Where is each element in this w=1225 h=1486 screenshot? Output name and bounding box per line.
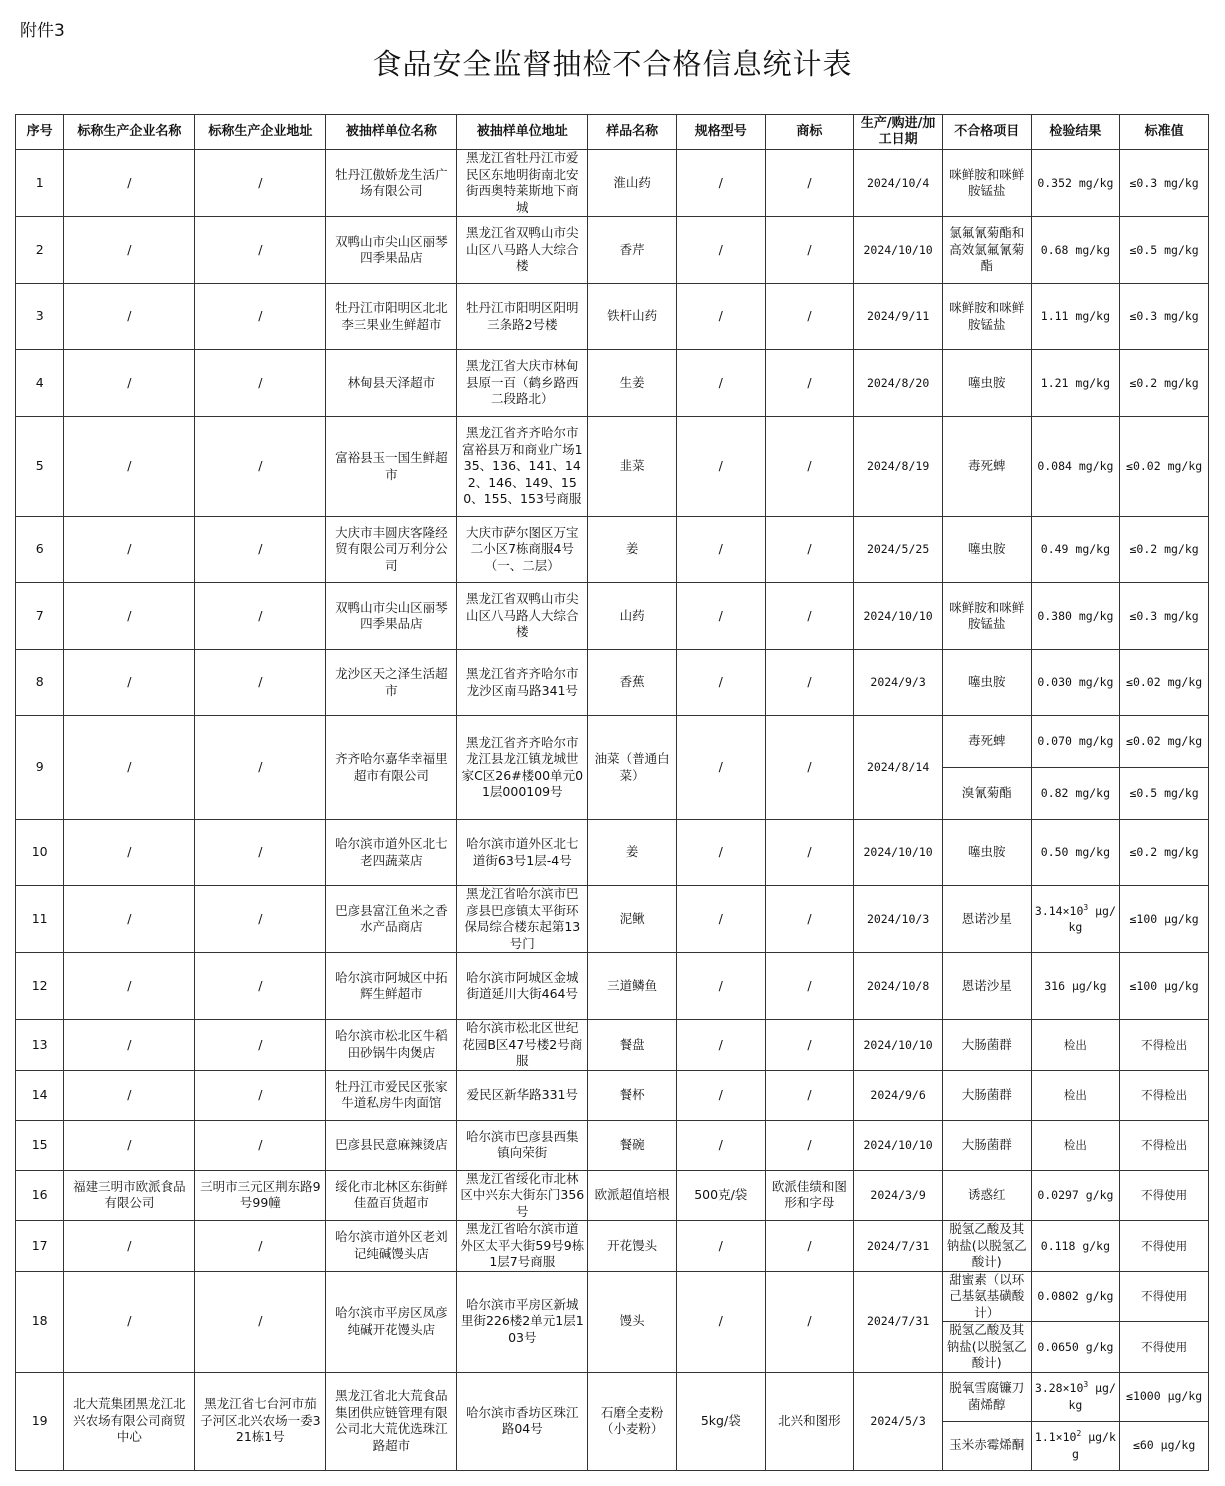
cell-manufacturer: / <box>64 1120 195 1170</box>
cell-brand: / <box>765 150 854 217</box>
cell-manufacturer-address: / <box>195 716 326 820</box>
cell-brand: / <box>765 217 854 284</box>
cell-sampled-unit: 牡丹江傲娇龙生活广场有限公司 <box>326 150 457 217</box>
cell-brand: / <box>765 350 854 417</box>
cell-sampled-unit-address: 黑龙江省齐齐哈尔市龙沙区南马路341号 <box>457 650 588 716</box>
header-date: 生产/购进/加工日期 <box>854 115 943 150</box>
cell-date: 2024/10/10 <box>854 1120 943 1170</box>
cell-manufacturer-address: / <box>195 650 326 716</box>
cell-sample-name: 三道鳞鱼 <box>588 953 677 1020</box>
cell-no: 15 <box>16 1120 64 1170</box>
cell-result: $3.28\times 10^3$ μg/kg <box>1031 1372 1120 1421</box>
cell-brand: 北兴和图形 <box>765 1372 854 1470</box>
cell-failed-item: 咪鲜胺和咪鲜胺锰盐 <box>942 284 1031 350</box>
cell-brand: / <box>765 1271 854 1372</box>
cell-result: 0.0297 g/kg <box>1031 1170 1120 1221</box>
cell-manufacturer: / <box>64 517 195 583</box>
cell-sample-name: 生姜 <box>588 350 677 417</box>
cell-brand: / <box>765 284 854 350</box>
table-row <box>16 350 1209 417</box>
cell-failed-item: 噻虫胺 <box>942 517 1031 583</box>
cell-failed-item: 咪鲜胺和咪鲜胺锰盐 <box>942 583 1031 650</box>
cell-sample-name: 泥鳅 <box>588 886 677 953</box>
cell-sampled-unit: 双鸭山市尖山区丽琴四季果品店 <box>326 217 457 284</box>
cell-standard: 不得使用 <box>1120 1271 1209 1322</box>
cell-no: 16 <box>16 1170 64 1221</box>
cell-manufacturer: / <box>64 350 195 417</box>
cell-manufacturer: / <box>64 217 195 284</box>
table-row <box>16 716 1209 768</box>
cell-failed-item: 脱氢乙酸及其钠盐(以脱氢乙酸计) <box>942 1221 1031 1272</box>
cell-standard: 不得使用 <box>1120 1322 1209 1373</box>
cell-failed-item: 噻虫胺 <box>942 350 1031 417</box>
cell-failed-item: 毒死蜱 <box>942 417 1031 517</box>
cell-sampled-unit-address: 哈尔滨市道外区北七道街63号1层-4号 <box>457 820 588 886</box>
cell-date: 2024/9/3 <box>854 650 943 716</box>
cell-spec: / <box>676 1221 765 1272</box>
cell-manufacturer: / <box>64 650 195 716</box>
cell-sampled-unit: 哈尔滨市平房区凤彦纯碱开花馒头店 <box>326 1271 457 1372</box>
cell-date: 2024/10/10 <box>854 820 943 886</box>
cell-sample-name: 铁杆山药 <box>588 284 677 350</box>
nonconformance-table <box>15 114 1209 1471</box>
cell-result: 检出 <box>1031 1070 1120 1120</box>
table-row <box>16 1170 1209 1221</box>
cell-spec: / <box>676 217 765 284</box>
cell-failed-item: 诱惑红 <box>942 1170 1031 1221</box>
header-spec: 规格型号 <box>676 115 765 150</box>
cell-manufacturer-address: / <box>195 1070 326 1120</box>
cell-spec: / <box>676 1020 765 1071</box>
cell-date: 2024/10/3 <box>854 886 943 953</box>
cell-result: 0.68 mg/kg <box>1031 217 1120 284</box>
cell-standard: ≤0.2 mg/kg <box>1120 517 1209 583</box>
cell-sample-name: 香蕉 <box>588 650 677 716</box>
cell-manufacturer-address: / <box>195 350 326 417</box>
cell-failed-item: 脱氧雪腐镰刀菌烯醇 <box>942 1372 1031 1421</box>
cell-result: $1.1\times 10^2$ μg/kg <box>1031 1421 1120 1470</box>
cell-manufacturer: / <box>64 1271 195 1372</box>
cell-no: 13 <box>16 1020 64 1071</box>
cell-spec: / <box>676 284 765 350</box>
header-standard: 标准值 <box>1120 115 1209 150</box>
cell-failed-item: 噻虫胺 <box>942 650 1031 716</box>
cell-spec: / <box>676 1070 765 1120</box>
cell-brand: / <box>765 1070 854 1120</box>
cell-date: 2024/10/8 <box>854 953 943 1020</box>
cell-manufacturer-address: / <box>195 953 326 1020</box>
cell-no: 5 <box>16 417 64 517</box>
cell-date: 2024/7/31 <box>854 1271 943 1372</box>
cell-spec: / <box>676 886 765 953</box>
cell-sampled-unit-address: 黑龙江省双鸭山市尖山区八马路人大综合楼 <box>457 217 588 284</box>
cell-sampled-unit-address: 黑龙江省大庆市林甸县原一百（鹤乡路西二段路北） <box>457 350 588 417</box>
cell-date: 2024/9/6 <box>854 1070 943 1120</box>
cell-sample-name: 山药 <box>588 583 677 650</box>
table-row <box>16 583 1209 650</box>
cell-sample-name: 石磨全麦粉（小麦粉） <box>588 1372 677 1470</box>
cell-manufacturer: 福建三明市欧派食品有限公司 <box>64 1170 195 1221</box>
cell-sampled-unit: 哈尔滨市道外区老刘记纯碱馒头店 <box>326 1221 457 1272</box>
cell-spec: / <box>676 350 765 417</box>
cell-manufacturer-address: / <box>195 1271 326 1372</box>
cell-brand: / <box>765 1120 854 1170</box>
cell-standard: ≤0.5 mg/kg <box>1120 768 1209 820</box>
header-manufacturer: 标称生产企业名称 <box>64 115 195 150</box>
cell-date: 2024/5/3 <box>854 1372 943 1470</box>
cell-date: 2024/10/4 <box>854 150 943 217</box>
cell-result: 0.352 mg/kg <box>1031 150 1120 217</box>
cell-manufacturer: / <box>64 953 195 1020</box>
header-result: 检验结果 <box>1031 115 1120 150</box>
table-row <box>16 150 1209 217</box>
cell-manufacturer-address: / <box>195 886 326 953</box>
cell-sampled-unit: 林甸县天泽超市 <box>326 350 457 417</box>
cell-no: 14 <box>16 1070 64 1120</box>
cell-no: 17 <box>16 1221 64 1272</box>
cell-standard: ≤1000 μg/kg <box>1120 1372 1209 1421</box>
cell-failed-item: 大肠菌群 <box>942 1120 1031 1170</box>
cell-manufacturer: / <box>64 716 195 820</box>
cell-manufacturer-address: / <box>195 150 326 217</box>
cell-sampled-unit-address: 牡丹江市阳明区阳明三条路2号楼 <box>457 284 588 350</box>
cell-manufacturer-address: / <box>195 820 326 886</box>
cell-manufacturer-address: / <box>195 517 326 583</box>
table-row <box>16 953 1209 1020</box>
cell-sampled-unit: 牡丹江市爱民区张家牛道私房牛肉面馆 <box>326 1070 457 1120</box>
cell-manufacturer-address: / <box>195 583 326 650</box>
cell-sampled-unit: 龙沙区天之泽生活超市 <box>326 650 457 716</box>
table-row <box>16 1372 1209 1421</box>
cell-manufacturer-address: / <box>195 217 326 284</box>
cell-result: 0.380 mg/kg <box>1031 583 1120 650</box>
attachment-label: 附件3 <box>20 21 65 41</box>
header-no: 序号 <box>16 115 64 150</box>
cell-spec: 500克/袋 <box>676 1170 765 1221</box>
table-row <box>16 1020 1209 1071</box>
cell-standard: ≤100 μg/kg <box>1120 886 1209 953</box>
cell-sampled-unit: 绥化市北林区东街鲜佳盈百货超市 <box>326 1170 457 1221</box>
cell-manufacturer-address: / <box>195 284 326 350</box>
cell-sample-name: 淮山药 <box>588 150 677 217</box>
cell-spec: / <box>676 517 765 583</box>
cell-date: 2024/10/10 <box>854 583 943 650</box>
header-failed-item: 不合格项目 <box>942 115 1031 150</box>
cell-spec: / <box>676 417 765 517</box>
cell-standard: ≤0.3 mg/kg <box>1120 150 1209 217</box>
cell-result: 0.084 mg/kg <box>1031 417 1120 517</box>
cell-brand: / <box>765 583 854 650</box>
cell-manufacturer-address: / <box>195 1120 326 1170</box>
header-sample-name: 样品名称 <box>588 115 677 150</box>
cell-sampled-unit: 哈尔滨市阿城区中拓辉生鲜超市 <box>326 953 457 1020</box>
cell-sampled-unit-address: 哈尔滨市平房区新城里街226楼2单元1层103号 <box>457 1271 588 1372</box>
cell-spec: / <box>676 1120 765 1170</box>
cell-brand: / <box>765 417 854 517</box>
cell-no: 18 <box>16 1271 64 1372</box>
cell-date: 2024/5/25 <box>854 517 943 583</box>
cell-sampled-unit-address: 黑龙江省绥化市北林区中兴东大街东门356号 <box>457 1170 588 1221</box>
cell-result: 0.50 mg/kg <box>1031 820 1120 886</box>
cell-spec: / <box>676 716 765 820</box>
cell-failed-item: 恩诺沙星 <box>942 953 1031 1020</box>
cell-sampled-unit: 牡丹江市阳明区北北李三果业生鲜超市 <box>326 284 457 350</box>
cell-failed-item: 噻虫胺 <box>942 820 1031 886</box>
cell-spec: / <box>676 583 765 650</box>
cell-no: 4 <box>16 350 64 417</box>
table-row <box>16 284 1209 350</box>
cell-brand: / <box>765 1020 854 1071</box>
table-row <box>16 517 1209 583</box>
cell-brand: / <box>765 820 854 886</box>
cell-standard: 不得使用 <box>1120 1170 1209 1221</box>
cell-failed-item: 溴氰菊酯 <box>942 768 1031 820</box>
table-row <box>16 820 1209 886</box>
cell-no: 11 <box>16 886 64 953</box>
table-row <box>16 1221 1209 1272</box>
cell-manufacturer: / <box>64 150 195 217</box>
cell-result: 0.49 mg/kg <box>1031 517 1120 583</box>
cell-brand: 欧派佳绩和图形和字母 <box>765 1170 854 1221</box>
cell-date: 2024/7/31 <box>854 1221 943 1272</box>
cell-manufacturer-address: / <box>195 417 326 517</box>
cell-standard: ≤0.02 mg/kg <box>1120 716 1209 768</box>
cell-sampled-unit: 齐齐哈尔嘉华幸福里超市有限公司 <box>326 716 457 820</box>
cell-sampled-unit-address: 黑龙江省齐齐哈尔市富裕县万和商业广场135、136、141、142、146、149、150、155、153号商服 <box>457 417 588 517</box>
cell-manufacturer: / <box>64 1070 195 1120</box>
cell-sampled-unit: 哈尔滨市道外区北七老四蔬菜店 <box>326 820 457 886</box>
table-row <box>16 217 1209 284</box>
cell-result: 1.21 mg/kg <box>1031 350 1120 417</box>
table-row <box>16 650 1209 716</box>
cell-failed-item: 甜蜜素（以环己基氨基磺酸计） <box>942 1271 1031 1322</box>
cell-manufacturer: / <box>64 284 195 350</box>
cell-failed-item: 玉米赤霉烯酮 <box>942 1421 1031 1470</box>
cell-result: 0.0802 g/kg <box>1031 1271 1120 1322</box>
cell-date: 2024/8/19 <box>854 417 943 517</box>
cell-sampled-unit-address: 大庆市萨尔图区万宝二小区7栋商服4号（一、二层） <box>457 517 588 583</box>
cell-sampled-unit-address: 黑龙江省双鸭山市尖山区八马路人大综合楼 <box>457 583 588 650</box>
cell-failed-item: 恩诺沙星 <box>942 886 1031 953</box>
cell-manufacturer-address: 三明市三元区荆东路9号99幢 <box>195 1170 326 1221</box>
cell-manufacturer: / <box>64 1020 195 1071</box>
cell-sample-name: 餐杯 <box>588 1070 677 1120</box>
cell-standard: 不得检出 <box>1120 1020 1209 1071</box>
cell-sampled-unit-address: 哈尔滨市松北区世纪花园B区47号楼2号商服 <box>457 1020 588 1071</box>
header-row <box>16 115 1209 150</box>
cell-manufacturer-address: / <box>195 1221 326 1272</box>
page-title: 食品安全监督抽检不合格信息统计表 <box>372 47 853 81</box>
cell-spec: / <box>676 150 765 217</box>
cell-result: 0.118 g/kg <box>1031 1221 1120 1272</box>
cell-no: 19 <box>16 1372 64 1470</box>
cell-sample-name: 姜 <box>588 820 677 886</box>
cell-sampled-unit-address: 哈尔滨市阿城区金城街道延川大街464号 <box>457 953 588 1020</box>
cell-manufacturer: / <box>64 820 195 886</box>
cell-standard: ≤0.02 mg/kg <box>1120 650 1209 716</box>
cell-sample-name: 餐盘 <box>588 1020 677 1071</box>
cell-no: 10 <box>16 820 64 886</box>
cell-standard: ≤60 μg/kg <box>1120 1421 1209 1470</box>
cell-standard: ≤0.02 mg/kg <box>1120 417 1209 517</box>
cell-brand: / <box>765 517 854 583</box>
cell-date: 2024/9/11 <box>854 284 943 350</box>
cell-result: 1.11 mg/kg <box>1031 284 1120 350</box>
cell-date: 2024/8/14 <box>854 716 943 820</box>
cell-no: 3 <box>16 284 64 350</box>
cell-no: 1 <box>16 150 64 217</box>
cell-failed-item: 咪鲜胺和咪鲜胺锰盐 <box>942 150 1031 217</box>
header-manufacturer-address: 标称生产企业地址 <box>195 115 326 150</box>
cell-standard: 不得使用 <box>1120 1221 1209 1272</box>
cell-sampled-unit: 哈尔滨市松北区牛稻田砂锅牛肉煲店 <box>326 1020 457 1071</box>
cell-spec: 5kg/袋 <box>676 1372 765 1470</box>
cell-failed-item: 脱氢乙酸及其钠盐(以脱氢乙酸计) <box>942 1322 1031 1373</box>
cell-sampled-unit-address: 黑龙江省齐齐哈尔市龙江县龙江镇龙城世家C区26#楼00单元01层000109号 <box>457 716 588 820</box>
table-row <box>16 417 1209 517</box>
table-row <box>16 886 1209 953</box>
cell-date: 2024/10/10 <box>854 217 943 284</box>
cell-sample-name: 姜 <box>588 517 677 583</box>
cell-manufacturer: / <box>64 1221 195 1272</box>
cell-result: $3.14\times 10^3$ μg/kg <box>1031 886 1120 953</box>
cell-date: 2024/10/10 <box>854 1020 943 1071</box>
cell-result: 316 μg/kg <box>1031 953 1120 1020</box>
cell-spec: / <box>676 820 765 886</box>
cell-no: 9 <box>16 716 64 820</box>
cell-sample-name: 油菜（普通白菜） <box>588 716 677 820</box>
cell-spec: / <box>676 1271 765 1372</box>
cell-sampled-unit-address: 黑龙江省哈尔滨市巴彦县巴彦镇太平街环保局综合楼东起第13号门 <box>457 886 588 953</box>
cell-failed-item: 氯氟氰菊酯和高效氯氟氰菊酯 <box>942 217 1031 284</box>
cell-standard: ≤0.2 mg/kg <box>1120 350 1209 417</box>
cell-result: 检出 <box>1031 1120 1120 1170</box>
cell-failed-item: 毒死蜱 <box>942 716 1031 768</box>
cell-brand: / <box>765 716 854 820</box>
cell-sampled-unit: 大庆市丰圆庆客隆经贸有限公司万利分公司 <box>326 517 457 583</box>
header-brand: 商标 <box>765 115 854 150</box>
table-row <box>16 1070 1209 1120</box>
cell-sampled-unit-address: 黑龙江省哈尔滨市道外区太平大街59号9栋1层7号商服 <box>457 1221 588 1272</box>
cell-result: 检出 <box>1031 1020 1120 1071</box>
cell-sample-name: 餐碗 <box>588 1120 677 1170</box>
cell-no: 12 <box>16 953 64 1020</box>
table-row <box>16 1271 1209 1322</box>
cell-standard: ≤0.2 mg/kg <box>1120 820 1209 886</box>
cell-standard: ≤0.3 mg/kg <box>1120 284 1209 350</box>
cell-brand: / <box>765 650 854 716</box>
cell-sampled-unit-address: 哈尔滨市香坊区珠江路04号 <box>457 1372 588 1470</box>
cell-manufacturer: / <box>64 886 195 953</box>
cell-sample-name: 馒头 <box>588 1271 677 1372</box>
cell-failed-item: 大肠菌群 <box>942 1070 1031 1120</box>
cell-spec: / <box>676 953 765 1020</box>
cell-sample-name: 香芹 <box>588 217 677 284</box>
cell-standard: ≤0.5 mg/kg <box>1120 217 1209 284</box>
cell-no: 7 <box>16 583 64 650</box>
cell-sampled-unit: 双鸭山市尖山区丽琴四季果品店 <box>326 583 457 650</box>
header-sampled-unit-address: 被抽样单位地址 <box>457 115 588 150</box>
cell-no: 2 <box>16 217 64 284</box>
cell-standard: ≤100 μg/kg <box>1120 953 1209 1020</box>
table-row <box>16 1120 1209 1170</box>
cell-spec: / <box>676 650 765 716</box>
cell-no: 6 <box>16 517 64 583</box>
cell-sampled-unit: 巴彦县民意麻辣烫店 <box>326 1120 457 1170</box>
cell-sample-name: 开花馒头 <box>588 1221 677 1272</box>
cell-sampled-unit-address: 黑龙江省牡丹江市爱民区东地明街南北安街西奥特莱斯地下商城 <box>457 150 588 217</box>
cell-standard: 不得检出 <box>1120 1120 1209 1170</box>
cell-date: 2024/3/9 <box>854 1170 943 1221</box>
cell-failed-item: 大肠菌群 <box>942 1020 1031 1071</box>
cell-brand: / <box>765 886 854 953</box>
cell-sampled-unit-address: 爱民区新华路331号 <box>457 1070 588 1120</box>
cell-standard: ≤0.3 mg/kg <box>1120 583 1209 650</box>
cell-manufacturer: 北大荒集团黑龙江北兴农场有限公司商贸中心 <box>64 1372 195 1470</box>
cell-manufacturer: / <box>64 583 195 650</box>
cell-result: 0.0650 g/kg <box>1031 1322 1120 1373</box>
cell-no: 8 <box>16 650 64 716</box>
cell-sample-name: 欧派超值培根 <box>588 1170 677 1221</box>
cell-brand: / <box>765 1221 854 1272</box>
cell-sampled-unit-address: 哈尔滨市巴彦县西集镇向荣街 <box>457 1120 588 1170</box>
cell-date: 2024/8/20 <box>854 350 943 417</box>
cell-standard: 不得检出 <box>1120 1070 1209 1120</box>
cell-sampled-unit: 富裕县玉一国生鲜超市 <box>326 417 457 517</box>
cell-result: 0.030 mg/kg <box>1031 650 1120 716</box>
cell-result: 0.070 mg/kg <box>1031 716 1120 768</box>
cell-brand: / <box>765 953 854 1020</box>
cell-sample-name: 韭菜 <box>588 417 677 517</box>
cell-manufacturer-address: / <box>195 1020 326 1071</box>
cell-sampled-unit: 巴彦县富江鱼米之香水产品商店 <box>326 886 457 953</box>
cell-sampled-unit: 黑龙江省北大荒食品集团供应链管理有限公司北大荒优选珠江路超市 <box>326 1372 457 1470</box>
header-sampled-unit: 被抽样单位名称 <box>326 115 457 150</box>
cell-manufacturer-address: 黑龙江省七台河市茄子河区北兴农场一委321栋1号 <box>195 1372 326 1470</box>
cell-manufacturer: / <box>64 417 195 517</box>
cell-result: 0.82 mg/kg <box>1031 768 1120 820</box>
